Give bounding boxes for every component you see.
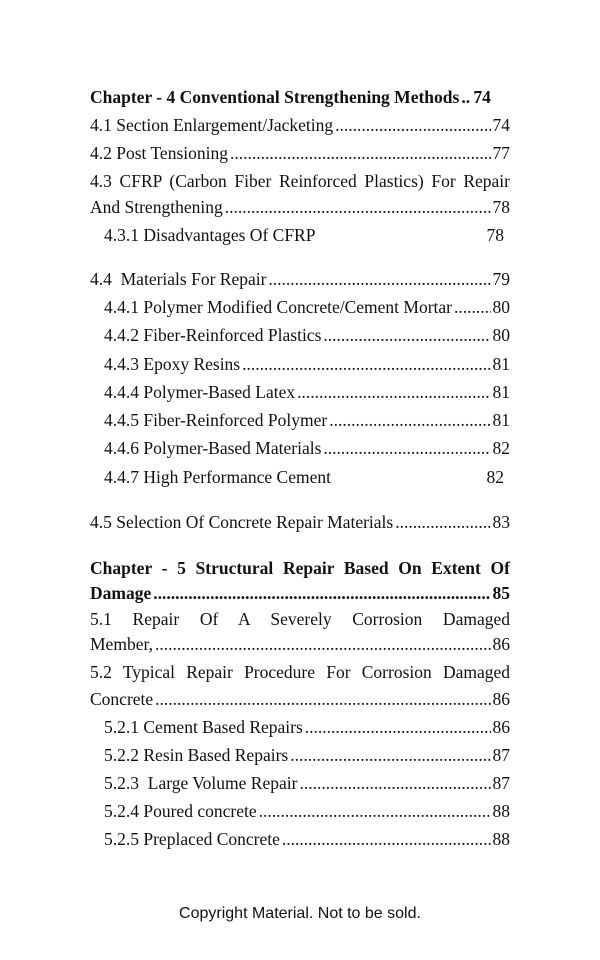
leader-dots [461, 86, 471, 108]
entry-label: Damage [90, 583, 152, 603]
leader-dots [335, 114, 490, 136]
leader-dots [230, 142, 491, 164]
leader-dots [299, 772, 490, 794]
leader-dots [323, 437, 490, 459]
entry-label: 5.1 Repair Of A Severely Corrosion Damaged [90, 609, 510, 629]
entry-page: 86 [492, 689, 510, 709]
toc-entry-4-4-1[interactable] [104, 296, 510, 318]
entry-label: 4.4.3 Epoxy Resins [104, 354, 241, 374]
entry-page: 79 [492, 269, 510, 289]
entry-label: Member, [90, 634, 153, 654]
toc-entry-4-3-line1[interactable] [90, 170, 510, 192]
entry-label: 4.1 Section Enlargement/Jacketing [90, 115, 334, 135]
entry-label: 5.2.1 Cement Based Repairs [104, 717, 303, 737]
entry-page: 88 [492, 801, 510, 821]
toc-entry-5-2-1[interactable] [104, 716, 510, 738]
leader-dots [282, 828, 491, 850]
leader-dots [297, 381, 490, 403]
toc-entry-4-5[interactable] [90, 511, 510, 533]
entry-label: 4.4.5 Fiber-Reinforced Polymer [104, 410, 328, 430]
toc-entry-5-2-4[interactable] [104, 800, 510, 822]
entry-label: 4.4 Materials For Repair [90, 269, 267, 289]
entry-page: 86 [492, 634, 510, 654]
toc-entry-4-4-5[interactable] [104, 409, 510, 431]
entry-label: 5.2.4 Poured concrete [104, 801, 257, 821]
entry-label: 5.2 Typical Repair Procedure For Corrosion Damaged [90, 662, 510, 682]
toc-entry-4-4-6[interactable] [104, 437, 510, 459]
entry-page: 82 [492, 438, 510, 458]
toc-entry-5-1-line2[interactable] [90, 633, 510, 655]
entry-page: 74 [473, 87, 491, 107]
toc-entry-4-4-3[interactable] [104, 353, 510, 375]
entry-label: 4.4.2 Fiber-Reinforced Plastics [104, 325, 322, 345]
leader-dots [323, 324, 490, 346]
entry-label: 5.2.5 Preplaced Concrete [104, 829, 280, 849]
entry-label: 4.3 CFRP (Carbon Fiber Reinforced Plastics) For Repair [90, 171, 510, 191]
entry-page: 74 [492, 115, 510, 135]
leader-dots [155, 688, 490, 710]
entry-label: And Strengthening [90, 197, 223, 217]
leader-dots [329, 409, 490, 431]
toc-entry-4-4[interactable] [90, 268, 510, 290]
entry-page: 81 [492, 410, 510, 430]
entry-label: 5.2.2 Resin Based Repairs [104, 745, 289, 765]
entry-label: 4.4.7 High Performance Cement [104, 467, 331, 487]
entry-label: 4.4.4 Polymer-Based Latex [104, 382, 296, 402]
toc-entry-5-2-line1[interactable] [90, 661, 510, 683]
toc-entry-4-1[interactable] [90, 114, 510, 136]
entry-label: 4.5 Selection Of Concrete Repair Materials [90, 512, 394, 532]
entry-page: 87 [492, 773, 510, 793]
toc-entry-5-2-2[interactable] [104, 744, 510, 766]
entry-label: Concrete [90, 689, 154, 709]
leader-dots [153, 582, 490, 604]
toc-entry-chapter-5-line1[interactable] [90, 557, 510, 579]
entry-label: Chapter - 5 Structural Repair Based On Extent Of [90, 558, 510, 578]
entry-page: 83 [492, 512, 510, 532]
leader-dots [395, 511, 490, 533]
entry-page: 81 [492, 354, 510, 374]
entry-label: 4.3.1 Disadvantages Of CFRP [104, 225, 316, 245]
toc-entry-chapter-5-line2[interactable] [90, 582, 510, 604]
leader-dots [454, 296, 491, 318]
leader-dots [259, 800, 491, 822]
toc-entry-5-2-5[interactable] [104, 828, 510, 850]
toc-entry-5-1-line1[interactable] [90, 608, 510, 630]
entry-label: 4.2 Post Tensioning [90, 143, 228, 163]
entry-page: 80 [492, 325, 510, 345]
entry-label: 4.4.1 Polymer Modified Concrete/Cement Mortar [104, 297, 452, 317]
entry-page: 86 [492, 717, 510, 737]
entry-page: 77 [492, 143, 510, 163]
copyright-notice: Copyright Material. Not to be sold. [179, 905, 421, 922]
leader-dots [290, 744, 490, 766]
entry-page: 85 [492, 583, 510, 603]
entry-page: 78 [492, 197, 510, 217]
entry-label: Chapter - 4 Conventional Strengthening Methods [90, 87, 460, 107]
entry-page: 88 [492, 829, 510, 849]
toc-entry-4-2[interactable] [90, 142, 510, 164]
entry-page: 82 [486, 467, 504, 487]
leader-dots [242, 353, 490, 375]
leader-dots [155, 633, 491, 655]
entry-page: 81 [492, 382, 510, 402]
entry-label: 5.2.3 Large Volume Repair [104, 773, 298, 793]
leader-dots [305, 716, 491, 738]
entry-page: 78 [486, 225, 504, 245]
entry-page: 80 [492, 297, 510, 317]
toc-entry-5-2-line2[interactable] [90, 688, 510, 710]
leader-dots [225, 196, 491, 218]
toc-entry-4-4-4[interactable] [104, 381, 510, 403]
toc-entry-4-4-2[interactable] [104, 324, 510, 346]
toc-entry-4-4-7[interactable] [104, 466, 510, 488]
toc-entry-4-3-line2[interactable] [90, 196, 510, 218]
entry-label: 4.4.6 Polymer-Based Materials [104, 438, 322, 458]
toc-entry-chapter-4[interactable] [90, 86, 510, 108]
leader-dots [268, 268, 490, 290]
toc-entry-5-2-3[interactable] [104, 772, 510, 794]
entry-page: 87 [492, 745, 510, 765]
toc-entry-4-3-1[interactable] [104, 224, 510, 246]
